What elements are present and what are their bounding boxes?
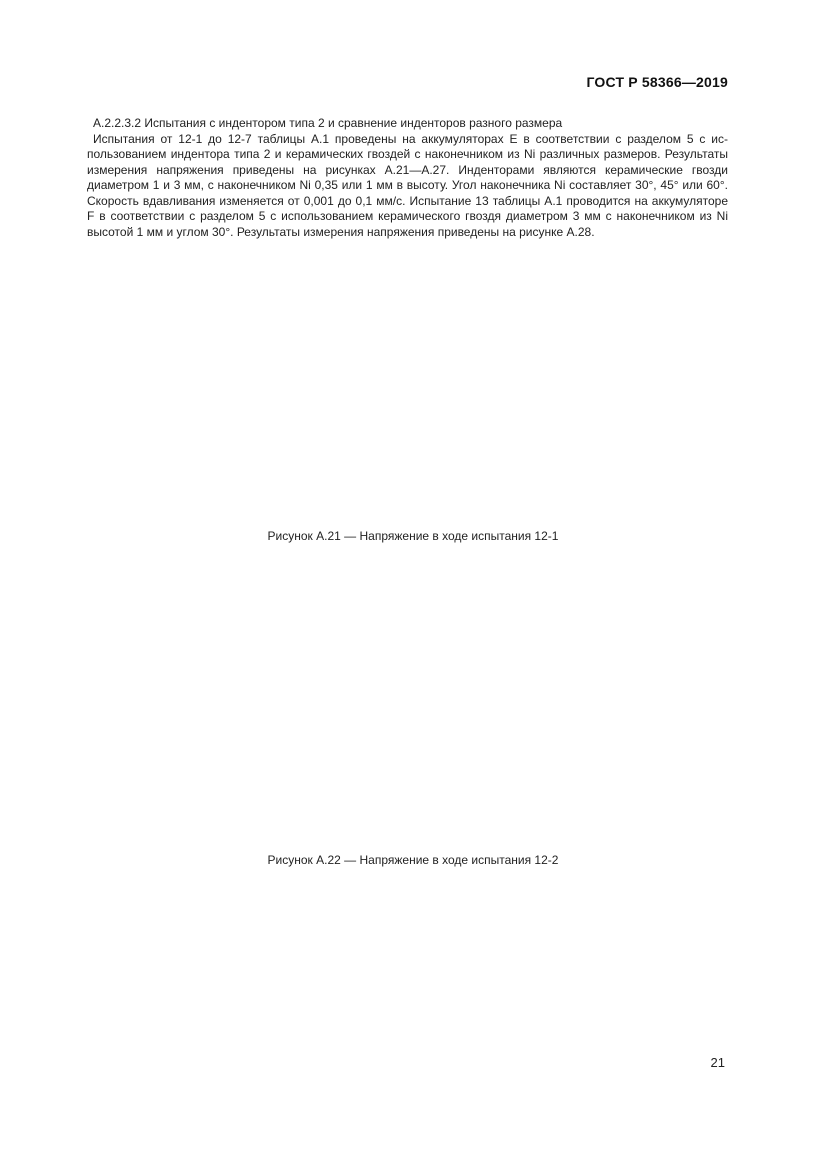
figure-caption-a21: Рисунок А.21 — Напряжение в ходе испытания 12-1 — [267, 529, 559, 543]
body-text — [87, 116, 728, 240]
section-paragraph: Испытания от 12-1 до 12-7 таблицы А.1 проведены на аккумуляторах Е в соответствии с разделом 5 с использованием индентора типа 2 и керамических гвоздей с наконечником из Ni различных размеров. Результаты измерения напряжения приведены на рисунках А.21—А.27. Инденторами являются керамические гвозди диаметром 1 и 3 мм, с наконечником Ni 0,35 или 1 мм в высоту. Угол наконечника Ni составляет 30°, 45° или 60°. Скорость вдавливания изменяется от 0,001 до 0,1 мм/с. Испытание 13 таблицы А.1 проводится на аккумуляторе F в соответствии с разделом 5 с использованием керамического гвоздя диаметром 3 мм с наконечником из Ni высотой 1 мм и углом 30°. Результаты измерения напряжения приведены на рисунке А.28. — [87, 131, 728, 239]
figure-a21-image — [100, 268, 726, 516]
section-heading: А.2.2.3.2 Испытания с индентором типа 2 и сравнение инденторов разного размера — [93, 116, 563, 130]
page-number: 21 — [710, 1055, 725, 1070]
document-code: ГОСТ Р 58366—2019 — [586, 74, 728, 90]
figure-a22-image — [100, 572, 726, 842]
figure-caption-a22: Рисунок А.22 — Напряжение в ходе испытания 12-2 — [267, 853, 559, 867]
